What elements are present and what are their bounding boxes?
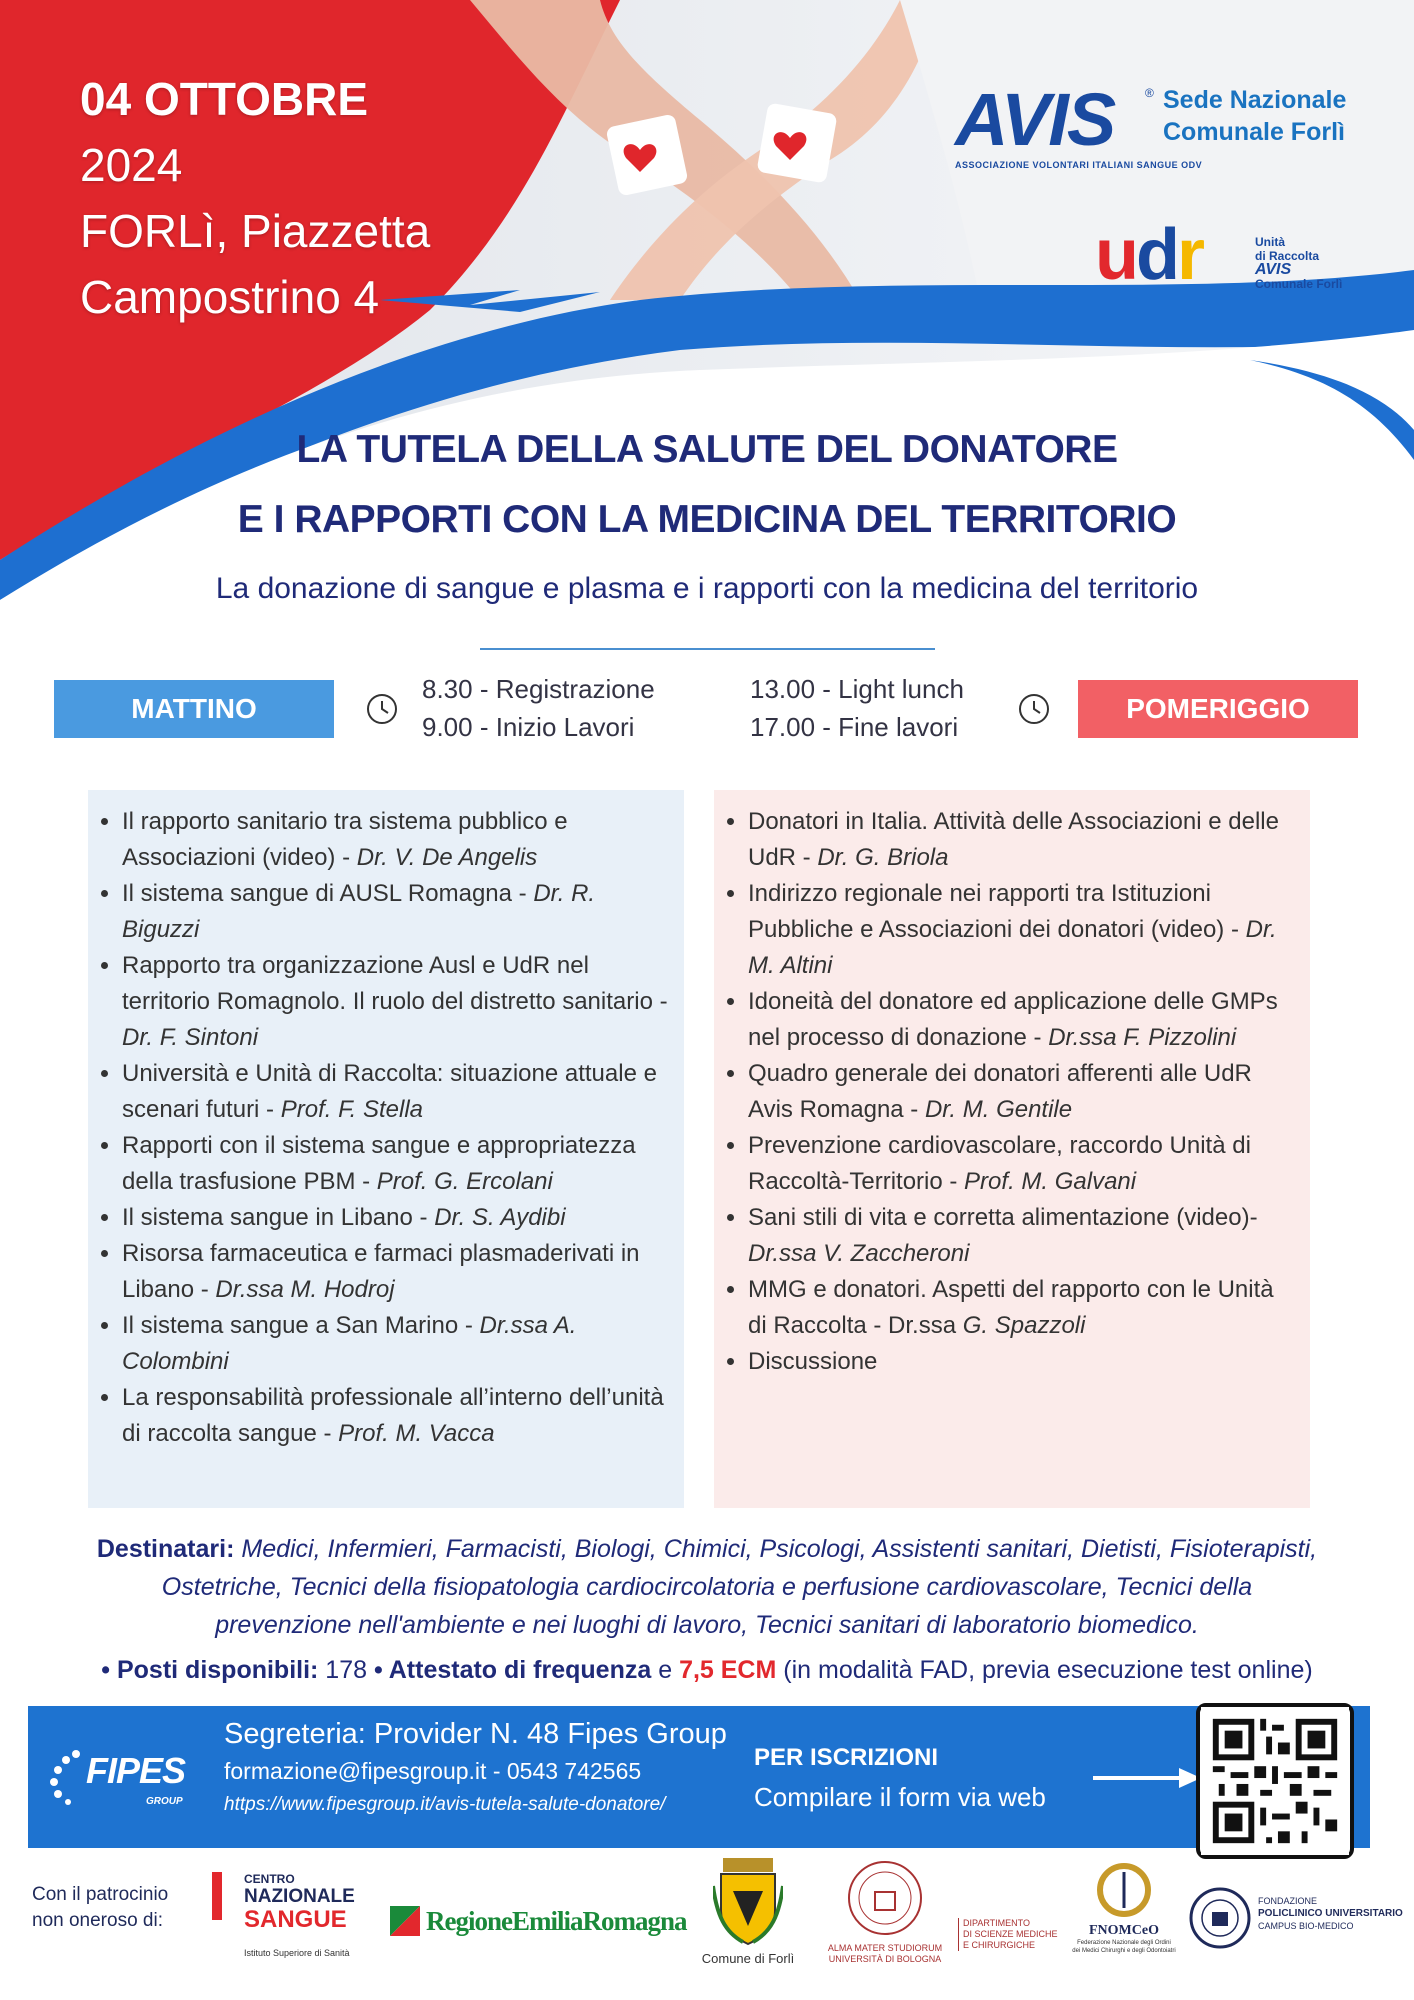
morning-schedule <box>422 670 655 746</box>
afternoon-program-list <box>714 790 1310 1380</box>
program-item-text: MMG e donatori. Aspetti del rapporto con le Unità di Raccolta - Dr.ssa <box>748 1276 1274 1339</box>
avis-tagline: ASSOCIAZIONE VOLONTARI ITALIANI SANGUE ODV <box>955 160 1203 170</box>
avis-side-text <box>1163 84 1346 148</box>
regione-logo <box>390 1900 687 1940</box>
program-item <box>122 1128 670 1200</box>
program-item-speaker: Prof. M. Galvani <box>964 1168 1137 1195</box>
program-item-text: Università e Unità di Raccolta: situazione attuale e scenari futuri - <box>122 1060 657 1123</box>
program-item-text: Il rapporto sanitario tra sistema pubblico e Associazioni (video) - <box>122 808 568 871</box>
dip-line2: DI SCIENZE MEDICHE <box>963 1929 1058 1939</box>
udr-wordmark <box>1095 215 1202 295</box>
policlinico-line1: FONDAZIONE <box>1258 1896 1318 1906</box>
fipes-dots-icon <box>46 1746 86 1806</box>
title-divider <box>480 648 935 650</box>
secretariat-text: Segreteria: Provider N. 48 Fipes Group <box>224 1718 727 1750</box>
seats-and: e <box>651 1656 680 1684</box>
title-line1: LA TUTELA DELLA SALUTE DEL DONATORE <box>296 428 1118 471</box>
cns-line1: CENTRO <box>244 1872 295 1886</box>
program-item <box>748 1344 1296 1380</box>
program-item-speaker: Dr. M. Gentile <box>924 1096 1073 1123</box>
program-item <box>122 948 670 1056</box>
udr-side-text <box>1255 235 1342 291</box>
audience-line2: Ostetriche, Tecnici della fisiopatologia cardiocircolatoria e perfusione cardiovascolare, Tecnici della <box>161 1573 1253 1601</box>
audience-line3: prevenzione nell'ambiente e nei luoghi di lavoro, Tecnici sanitari di laboratorio biomedico. <box>215 1611 1199 1639</box>
cns-sub: Istituto Superiore di Sanità <box>244 1948 350 1958</box>
morning-badge: MATTINO <box>54 680 334 738</box>
program-item <box>748 876 1296 984</box>
registration-url[interactable]: https://www.fipesgroup.it/avis-tutela-salute-donatore/ <box>224 1794 666 1815</box>
signup-title: PER ISCRIZIONI <box>754 1744 939 1771</box>
avis-wordmark: AVIS <box>955 78 1115 161</box>
policlinico-line3: CAMPUS BIO-MEDICO <box>1258 1921 1354 1931</box>
seats-value: 178 <box>318 1656 374 1684</box>
program-item-text: Discussione <box>748 1348 878 1375</box>
program-item-speaker: Prof. F. Stella <box>280 1096 424 1123</box>
unibo-seal-icon <box>845 1858 925 1938</box>
title-line2: E I RAPPORTI CON LA MEDICINA DEL TERRITORIO <box>237 498 1177 541</box>
fnomceo-text: FNOMCeO <box>1089 1923 1159 1938</box>
unibo-logo <box>815 1858 955 1978</box>
signup-text: Compilare il form via web <box>754 1782 1046 1812</box>
qr-code-icon <box>1200 1707 1350 1855</box>
fipes-logo: FIPES <box>86 1750 186 1791</box>
afternoon-badge: POMERIGGIO <box>1078 680 1358 738</box>
unibo-line1: ALMA MATER STUDIORUM <box>827 1943 943 1953</box>
cns-bar <box>212 1872 222 1920</box>
program-item-speaker: Dr.ssa A. Colombini <box>122 1312 577 1375</box>
forli-text: Comune di Forlì <box>701 1951 795 1966</box>
fnomceo-logo <box>1064 1862 1184 1972</box>
policlinico-seal-icon <box>1188 1886 1252 1950</box>
qr-code[interactable] <box>1196 1703 1354 1859</box>
udr-logo <box>1095 215 1375 305</box>
program-item-text: Il sistema sangue a San Marino - <box>122 1312 480 1339</box>
regione-text: RegioneEmiliaRomagna <box>426 1906 687 1936</box>
program-item-text: Quadro generale dei donatori afferenti alle UdR Avis Romagna - <box>748 1060 1252 1123</box>
program-item-text: Prevenzione cardiovascolare, raccordo Unità di Raccoltà-Territorio - <box>748 1132 1251 1195</box>
regione-flag-icon <box>390 1906 420 1936</box>
morning-program <box>88 790 684 1508</box>
afternoon-schedule-line2: 17.00 - Fine lavori <box>750 712 959 742</box>
policlinico-line2: POLICLINICO UNIVERSITARIO <box>1258 1908 1403 1919</box>
program-item <box>748 984 1296 1056</box>
program-item <box>122 876 670 948</box>
program-item <box>122 1200 670 1236</box>
subtitle: La donazione di sangue e plasma e i rapporti con la medicina del territorio <box>215 572 1199 605</box>
seats-info <box>0 1656 1414 1685</box>
program-item <box>122 1056 670 1128</box>
audience <box>30 1530 1384 1644</box>
cns-logo <box>212 1872 382 1972</box>
ecm-credits: 7,5 ECM <box>679 1656 777 1684</box>
patronage-label <box>32 1882 168 1934</box>
morning-schedule-line2: 9.00 - Inizio Lavori <box>422 712 635 742</box>
event-place-line1: FORLì, Piazzetta <box>80 205 431 257</box>
fnomceo-emblem-icon <box>1096 1862 1152 1918</box>
arrow-right-icon <box>1093 1766 1203 1790</box>
avis-registered-mark: ® <box>1145 86 1154 100</box>
patronage-label-line2: non oneroso di: <box>32 1910 163 1931</box>
registration-band <box>28 1706 1370 1848</box>
program-item <box>748 1272 1296 1344</box>
udr-letter-r: r <box>1176 215 1202 295</box>
program-item <box>748 1128 1296 1200</box>
event-place-line2: Campostrino 4 <box>80 271 380 323</box>
audience-line1: Medici, Infermieri, Farmacisti, Biologi, Chimici, Psicologi, Assistenti sanitari, Dietisti, Fisioterapisti, <box>234 1535 1318 1563</box>
program-item <box>122 1236 670 1308</box>
fipes-logo-sub: GROUP <box>146 1796 183 1807</box>
program-item-text: Rapporti con il sistema sangue e appropriatezza della trasfusione PBM - <box>122 1132 636 1195</box>
program-item-speaker: Dr. R. Biguzzi <box>122 880 596 943</box>
program-item-text: Idoneità del donatore ed applicazione delle GMPs nel processo di donazione - <box>748 988 1278 1051</box>
program-item-speaker: G. Spazzoli <box>962 1312 1086 1339</box>
program-item-speaker: Dr.ssa V. Zaccheroni <box>748 1240 970 1267</box>
unibo-line2: UNIVERSITÀ DI BOLOGNA <box>828 1954 942 1964</box>
udr-side-line2: di Raccolta <box>1255 249 1320 263</box>
udr-letter-d: d <box>1135 215 1177 295</box>
udr-side-line4: Comunale Forlì <box>1255 277 1343 291</box>
udr-side-line1: Unità <box>1255 235 1285 249</box>
program-item <box>748 1056 1296 1128</box>
afternoon-schedule-line1: 13.00 - Light lunch <box>750 674 964 704</box>
dip-line3: E CHIRURGICHE <box>963 1940 1036 1950</box>
afternoon-schedule <box>750 670 964 746</box>
clock-icon <box>1018 693 1050 725</box>
program-item-speaker: Dr. V. De Angelis <box>356 844 538 871</box>
dipartimento-logo <box>958 1918 1073 1951</box>
program-item-speaker: Dr. F. Sintoni <box>122 1024 259 1051</box>
event-date-place <box>80 66 430 330</box>
morning-program-list <box>88 790 684 1452</box>
clock-icon <box>366 693 398 725</box>
certificate-label: • Attestato di frequenza <box>373 1656 652 1684</box>
udr-side-line3: AVIS <box>1255 261 1292 278</box>
program-item-speaker: Dr.ssa M. Hodroj <box>215 1276 395 1303</box>
cns-line3: SANGUE <box>244 1906 347 1933</box>
program-item-speaker: Dr. M. Altini <box>748 916 1277 979</box>
program-item-text: Il sistema sangue di AUSL Romagna - <box>122 880 534 907</box>
afternoon-program <box>714 790 1310 1508</box>
program-item <box>748 1200 1296 1272</box>
cns-line2: NAZIONALE <box>244 1886 355 1907</box>
avis-side-line1: Sede Nazionale <box>1163 86 1347 114</box>
program-item-text: Rapporto tra organizzazione Ausl e UdR nel territorio Romagnolo. Il ruolo del distretto sanitario - <box>122 952 668 1015</box>
program-item-text: La responsabilità professionale all’interno dell’unità di raccolta sangue - <box>122 1384 664 1447</box>
program-item <box>122 804 670 876</box>
program-item-text: Risorsa farmaceutica e farmaci plasmaderivati in Libano - <box>122 1240 640 1303</box>
audience-label: Destinatari: <box>96 1535 235 1563</box>
program-item <box>122 1308 670 1380</box>
program-item-speaker: Prof. G. Ercolani <box>376 1168 553 1195</box>
policlinico-logo <box>1188 1886 1408 1956</box>
fnomceo-sub2: dei Medici Chirurghi e degli Odontoiatri <box>1072 1948 1176 1954</box>
fnomceo-sub1: Federazione Nazionale degli Ordini <box>1077 1940 1171 1946</box>
dip-line1: DIPARTIMENTO <box>963 1918 1031 1928</box>
morning-schedule-line1: 8.30 - Registrazione <box>422 674 655 704</box>
program-item-speaker: Dr. G. Briola <box>817 844 949 871</box>
program-item-text: Indirizzo regionale nei rapporti tra Istituzioni Pubbliche e Associazioni dei donatori (video) - <box>748 880 1246 943</box>
program-item-text: Sani stili di vita e corretta alimentazione (video)- <box>748 1204 1258 1231</box>
program-item <box>748 804 1296 876</box>
program-item-text: Donatori in Italia. Attività delle Associazioni e delle UdR - <box>748 808 1279 871</box>
program-item <box>122 1380 670 1452</box>
avis-side-line2: Comunale Forlì <box>1163 118 1345 146</box>
program-item-speaker: Prof. M. Vacca <box>338 1420 495 1447</box>
program-item-text: Il sistema sangue in Libano - <box>122 1204 435 1231</box>
program-item-speaker: Dr.ssa F. Pizzolini <box>1048 1024 1237 1051</box>
forli-crest-icon <box>713 1856 783 1946</box>
udr-letter-u: u <box>1095 215 1136 295</box>
patronage-label-line1: Con il patrocinio <box>32 1884 169 1905</box>
contact-link[interactable]: formazione@fipesgroup.it - 0543 742565 <box>224 1758 642 1784</box>
event-date-year: 2024 <box>80 139 183 191</box>
program-item-speaker: Dr. S. Aydibi <box>434 1204 566 1231</box>
event-date-day: 04 OTTOBRE <box>80 73 368 125</box>
forli-logo <box>688 1856 808 1976</box>
seats-label: • Posti disponibili: <box>101 1656 319 1684</box>
seats-note: (in modalità FAD, previa esecuzione test online) <box>776 1656 1313 1684</box>
avis-logo <box>955 80 1365 170</box>
